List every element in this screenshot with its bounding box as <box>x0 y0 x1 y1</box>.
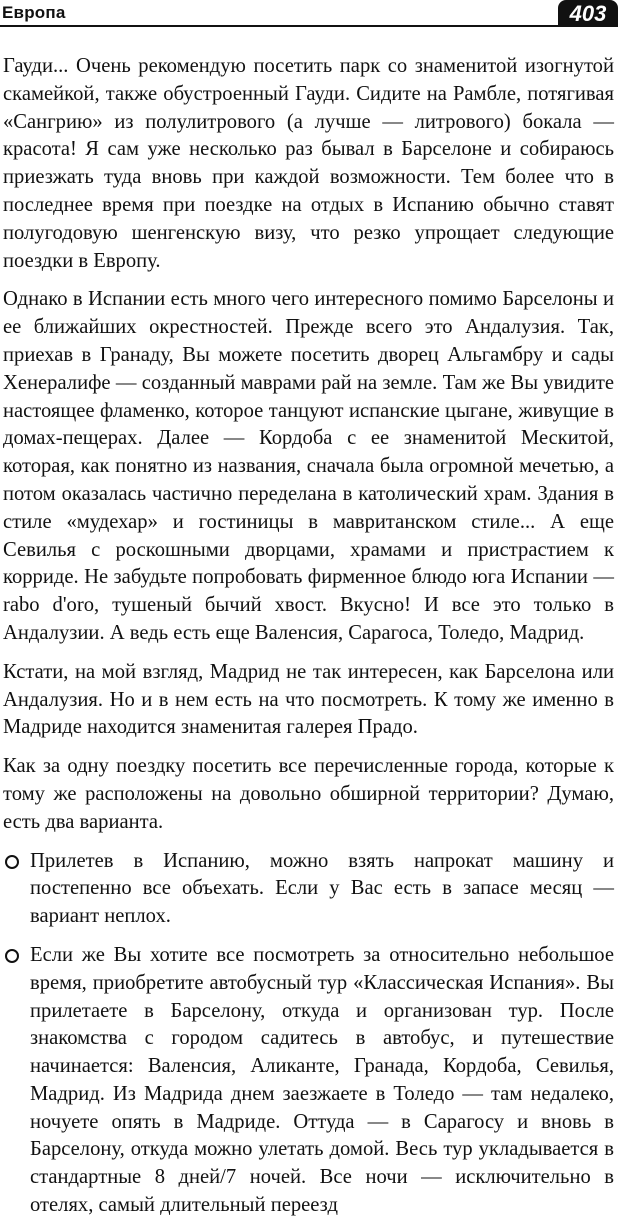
running-head: Европа <box>2 3 66 22</box>
list-item-text: Прилетев в Испанию, можно взять напрокат машину и постепенно все объехать. Если у Вас есть в запасе месяц — вариант неплох. <box>30 849 614 928</box>
options-list <box>3 848 614 1220</box>
circle-bullet-icon <box>5 855 19 869</box>
list-item <box>3 848 614 931</box>
paragraph: Кстати, на мой взгляд, Мадрид не так интересен, как Барселона или Андалузия. Но и в нем есть на что посмотреть. К тому же именно в Мадриде находится знаменитая галерея Прадо. <box>3 660 614 739</box>
circle-bullet-icon <box>5 949 19 963</box>
list-item <box>3 942 614 1220</box>
paragraph: Гауди... Очень рекомендую посетить парк со знаменитой изогнутой скамейкой, также обустроенный Гауди. Сидите на Рамбле, потягивая «Сангрию» из полулитрового (а лучше — литрового) бокала — красота! Я сам уже несколько раз бывал в Барселоне и собираюсь приезжать туда вновь при каждой возможности. Тем более что в последнее время при поездке на отдых в Испанию обычно ставят полугодовую шенгенскую визу, что резко упрощает следующие поездки в Европу. <box>3 55 614 272</box>
body-text <box>3 53 614 1231</box>
paragraph: Как за одну поездку посетить все перечисленные города, которые к тому же расположены на довольно обширной территории? Думаю, есть два варианта. <box>3 755 614 833</box>
page-header <box>0 0 620 30</box>
list-item-text: Если же Вы хотите все посмотреть за относительно небольшое время, приобретите автобусный тур «Классическая Испания». Вы прилетаете в Барселону, откуда и организован тур. После знакомства с городом садитесь в автобус, и путешествие начинается: Валенсия, Аликанте, Гранада, Кордоба, Севилья, Мадрид. Из Мадрида днем заезжаете в Толедо — там недалеко, ночуете опять в Мадриде. Оттуда — в Сарагосу и вновь в Барселону, откуда можно улетать домой. Весь тур укладывается в стандартные 8 дней/7 ночей. Все ночи — исключительно в отелях, самый длительный переезд <box>30 943 614 1217</box>
page-number: 403 <box>558 0 618 27</box>
paragraph: Однако в Испании есть много чего интересного помимо Барселоны и ее ближайших окрестностей. Прежде всего это Андалузия. Так, приехав в Гранаду, Вы можете посетить дворец Альгамбру и сады Хенералифе — созданный маврами рай на земле. Там же Вы увидите настоящее фламенко, которое танцуют испанские цыгане, живущие в домах-пещерах. Далее — Кордоба с ее знаменитой Мескитой, которая, как понятно из названия, сначала была огромной мечетью, а потом оказалась частично переделана в католический храм. Здания в стиле «мудехар» и гостиницы в мавританском стиле... А еще Севилья с роскошными дворцами, храмами и пристрастием к корриде. Не забудьте попробовать фирменное блюдо юга Испании — rabo d'oro, тушеный бычий хвост. Вкусно! И все это только в Андалузии. А ведь есть еще Валенсия, Сарагоса, Толедо, Мадрид. <box>3 288 614 644</box>
header-rule <box>0 25 558 27</box>
